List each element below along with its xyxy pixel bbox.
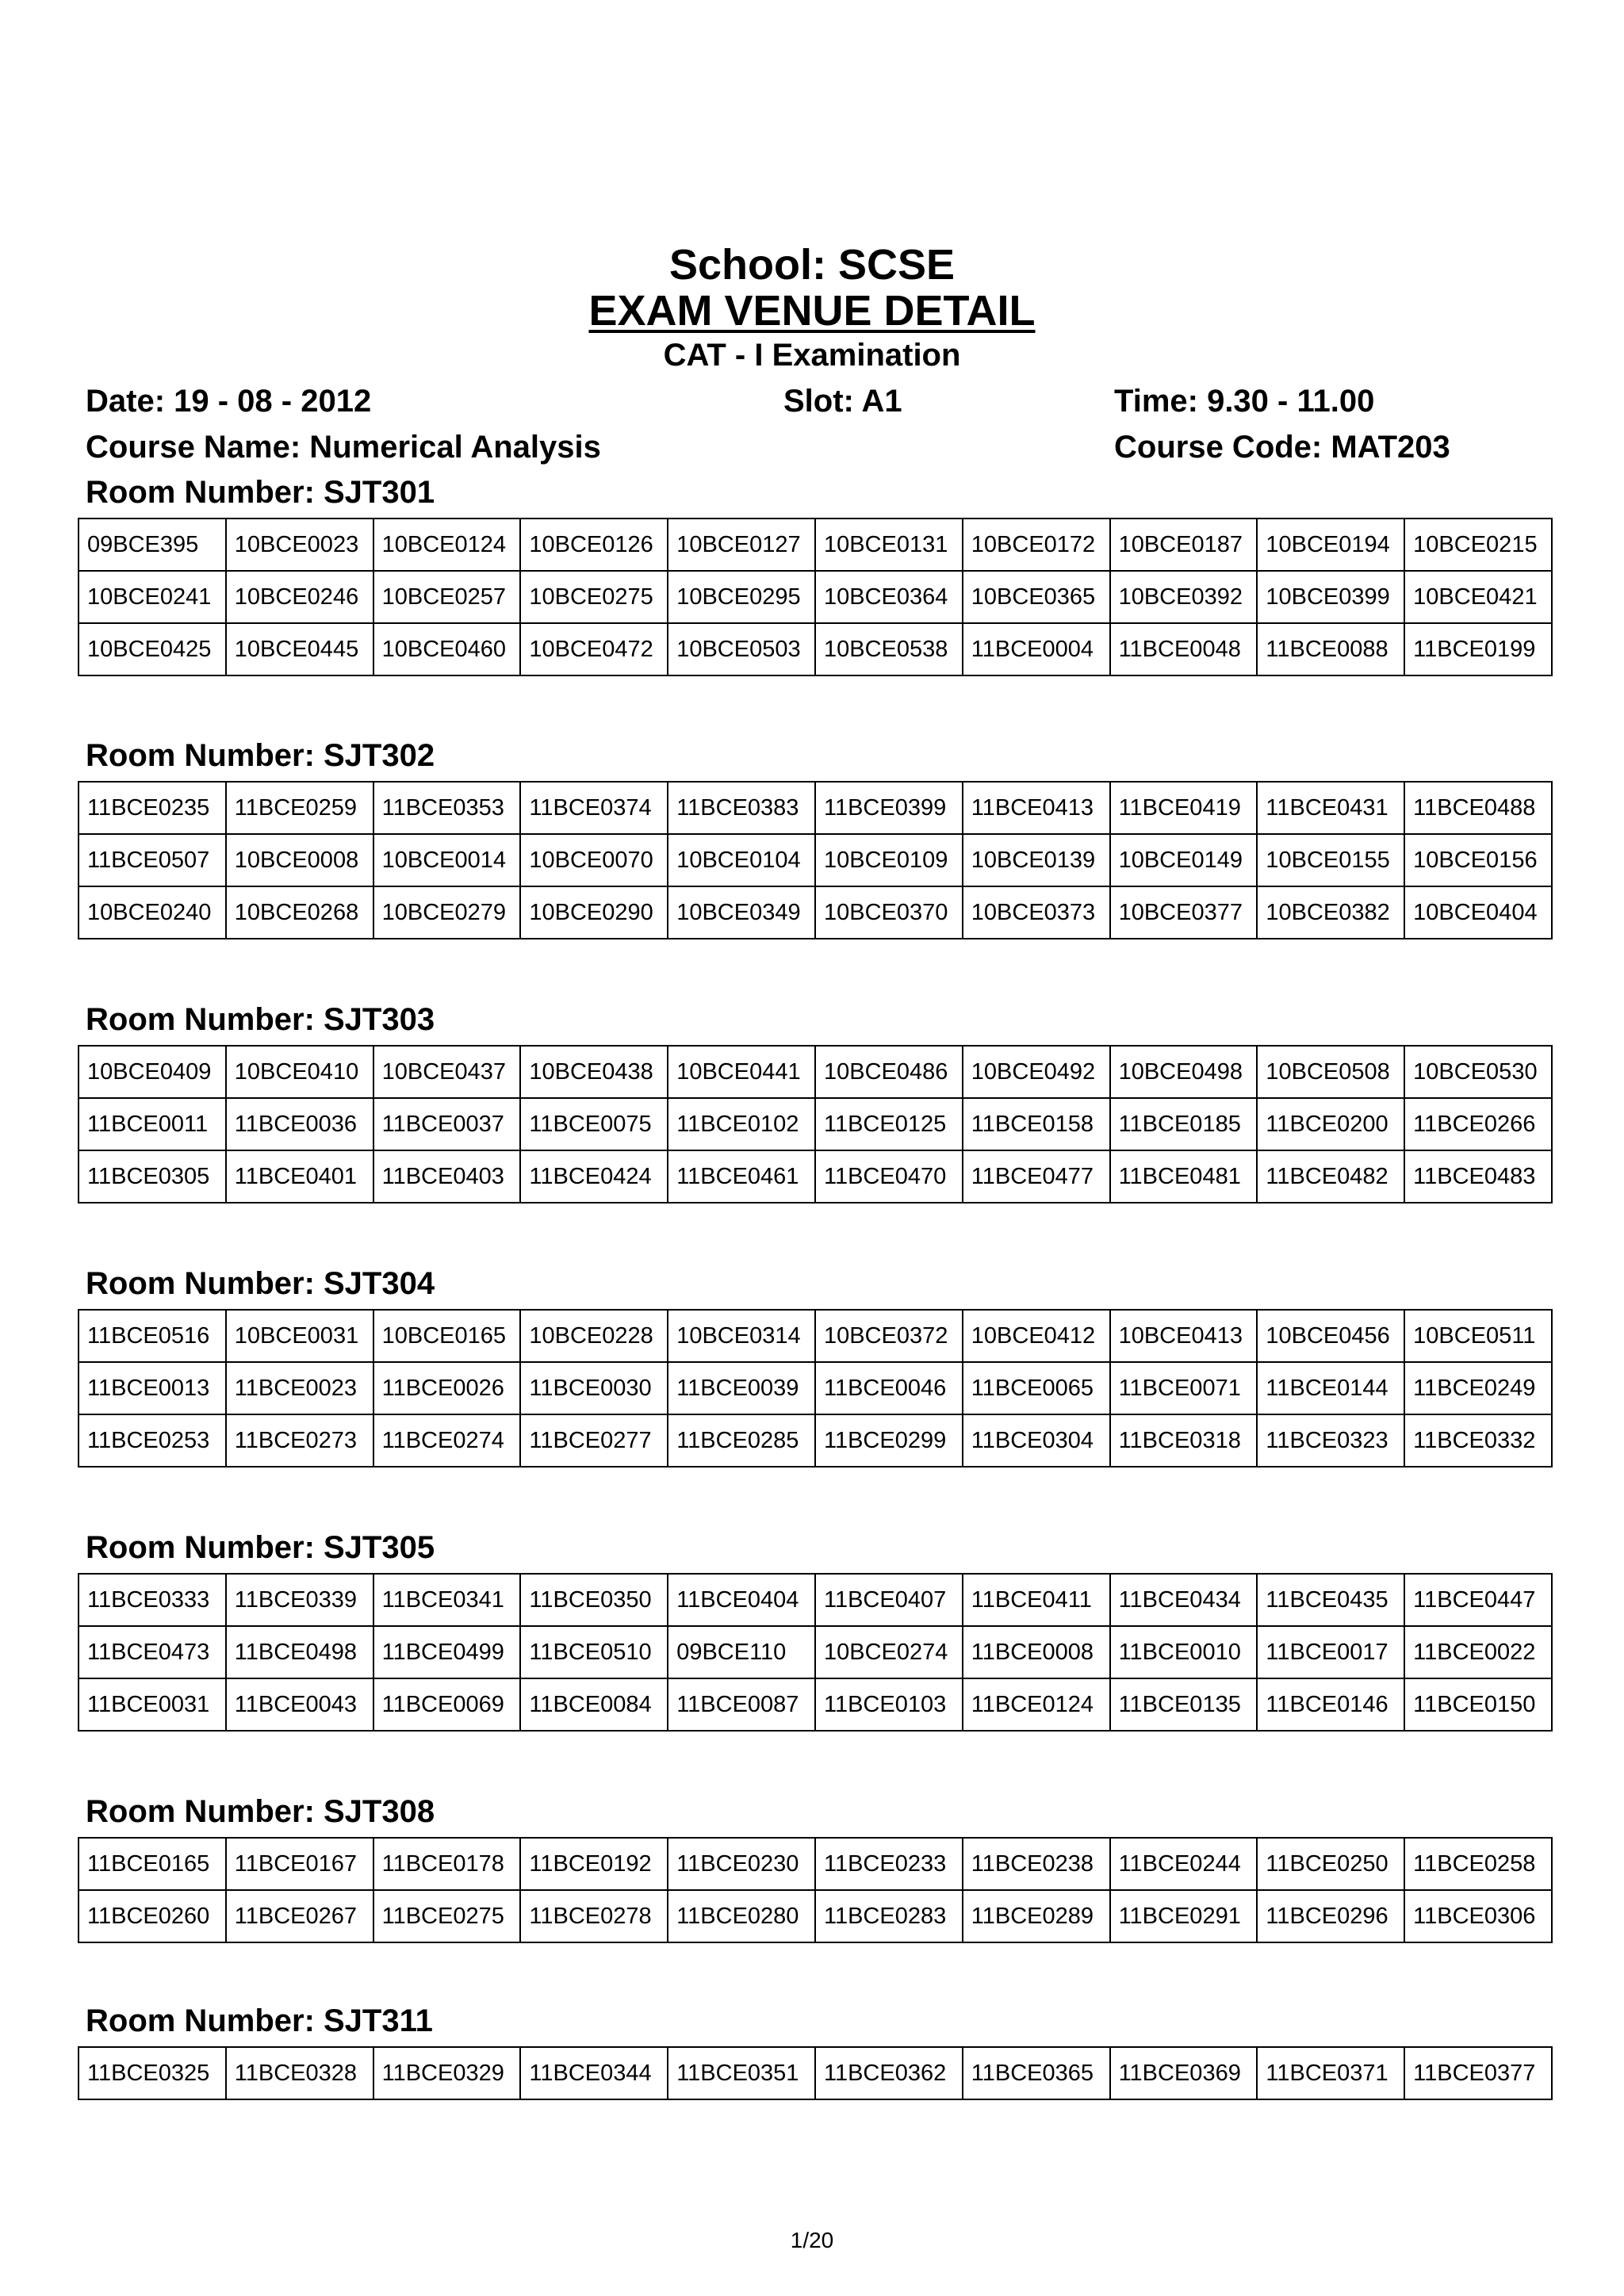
student-id-cell: 11BCE0332 <box>1404 1414 1552 1467</box>
student-id-cell: 10BCE0275 <box>520 571 668 623</box>
student-id-cell: 11BCE0266 <box>1404 1098 1552 1150</box>
student-id-table <box>78 1045 1553 1203</box>
student-id-cell: 10BCE0008 <box>226 834 373 886</box>
student-id-cell: 11BCE0084 <box>520 1678 668 1731</box>
room-section <box>78 1265 1553 1468</box>
student-id-cell: 10BCE0290 <box>520 886 668 939</box>
student-id-cell: 11BCE0482 <box>1257 1150 1404 1203</box>
student-id-cell: 11BCE0144 <box>1257 1362 1404 1414</box>
student-id-cell: 11BCE0125 <box>815 1098 963 1150</box>
student-id-cell: 10BCE0228 <box>520 1310 668 1362</box>
student-id-cell: 11BCE0369 <box>1110 2047 1258 2099</box>
student-id-cell: 10BCE0377 <box>1110 886 1258 939</box>
exam-date: Date: 19 - 08 - 2012 <box>86 384 372 419</box>
table-row <box>79 571 1552 623</box>
student-id-cell: 11BCE0280 <box>668 1890 815 1942</box>
student-id-cell: 11BCE0323 <box>1257 1414 1404 1467</box>
student-id-cell: 10BCE0538 <box>815 623 963 675</box>
student-id-cell: 11BCE0333 <box>79 1574 226 1626</box>
student-id-cell: 11BCE0185 <box>1110 1098 1258 1150</box>
student-id-cell: 10BCE0070 <box>520 834 668 886</box>
student-id-cell: 11BCE0011 <box>79 1098 226 1150</box>
student-id-cell: 11BCE0461 <box>668 1150 815 1203</box>
student-id-cell: 11BCE0296 <box>1257 1890 1404 1942</box>
table-row <box>79 1046 1552 1098</box>
student-id-cell: 10BCE0240 <box>79 886 226 939</box>
student-id-cell: 10BCE0279 <box>373 886 521 939</box>
student-id-cell: 10BCE0364 <box>815 571 963 623</box>
room-number-label: Room Number: SJT304 <box>86 1266 435 1301</box>
student-id-cell: 10BCE0373 <box>963 886 1110 939</box>
student-id-cell: 11BCE0510 <box>520 1626 668 1678</box>
student-id-cell: 11BCE0404 <box>668 1574 815 1626</box>
student-id-cell: 11BCE0424 <box>520 1150 668 1203</box>
student-id-cell: 10BCE0172 <box>963 519 1110 571</box>
exam-time: Time: 9.30 - 11.00 <box>1114 384 1375 419</box>
student-id-table <box>78 1309 1553 1468</box>
student-id-cell: 10BCE0508 <box>1257 1046 1404 1098</box>
student-id-cell: 11BCE0483 <box>1404 1150 1552 1203</box>
student-id-cell: 10BCE0441 <box>668 1046 815 1098</box>
room-section <box>78 473 1553 676</box>
student-id-cell: 09BCE110 <box>668 1626 815 1678</box>
student-id-cell: 11BCE0013 <box>79 1362 226 1414</box>
student-id-cell: 10BCE0409 <box>79 1046 226 1098</box>
student-id-cell: 11BCE0481 <box>1110 1150 1258 1203</box>
student-id-cell: 10BCE0126 <box>520 519 668 571</box>
student-id-cell: 11BCE0407 <box>815 1574 963 1626</box>
student-id-cell: 11BCE0362 <box>815 2047 963 2099</box>
student-id-cell: 09BCE395 <box>79 519 226 571</box>
student-id-cell: 11BCE0339 <box>226 1574 373 1626</box>
student-id-cell: 10BCE0104 <box>668 834 815 886</box>
student-id-table <box>78 2046 1553 2100</box>
table-row <box>79 1678 1552 1731</box>
room-section <box>78 2002 1553 2100</box>
student-id-cell: 11BCE0274 <box>373 1414 521 1467</box>
student-id-cell: 10BCE0295 <box>668 571 815 623</box>
student-id-cell: 11BCE0401 <box>226 1150 373 1203</box>
table-row <box>79 1098 1552 1150</box>
student-id-cell: 11BCE0010 <box>1110 1626 1258 1678</box>
student-id-cell: 11BCE0165 <box>79 1838 226 1890</box>
table-row <box>79 1890 1552 1942</box>
student-id-cell: 10BCE0365 <box>963 571 1110 623</box>
student-id-cell: 10BCE0131 <box>815 519 963 571</box>
student-id-cell: 11BCE0341 <box>373 1574 521 1626</box>
student-id-cell: 10BCE0124 <box>373 519 521 571</box>
student-id-cell: 11BCE0277 <box>520 1414 668 1467</box>
student-id-cell: 11BCE0328 <box>226 2047 373 2099</box>
student-id-cell: 11BCE0413 <box>963 782 1110 834</box>
student-id-cell: 11BCE0499 <box>373 1626 521 1678</box>
student-id-cell: 11BCE0088 <box>1257 623 1404 675</box>
student-id-cell: 11BCE0102 <box>668 1098 815 1150</box>
student-id-cell: 10BCE0155 <box>1257 834 1404 886</box>
student-id-cell: 11BCE0075 <box>520 1098 668 1150</box>
student-id-cell: 11BCE0470 <box>815 1150 963 1203</box>
student-id-cell: 11BCE0350 <box>520 1574 668 1626</box>
student-id-cell: 11BCE0278 <box>520 1890 668 1942</box>
student-id-cell: 10BCE0349 <box>668 886 815 939</box>
student-id-cell: 10BCE0274 <box>815 1626 963 1678</box>
student-id-cell: 10BCE0425 <box>79 623 226 675</box>
student-id-cell: 11BCE0283 <box>815 1890 963 1942</box>
student-id-cell: 11BCE0026 <box>373 1362 521 1414</box>
student-id-cell: 11BCE0325 <box>79 2047 226 2099</box>
table-row <box>79 1310 1552 1362</box>
student-id-cell: 10BCE0109 <box>815 834 963 886</box>
student-id-cell: 11BCE0318 <box>1110 1414 1258 1467</box>
student-id-cell: 11BCE0419 <box>1110 782 1258 834</box>
room-number-label: Room Number: SJT305 <box>86 1530 435 1565</box>
student-id-cell: 11BCE0022 <box>1404 1626 1552 1678</box>
student-id-cell: 11BCE0377 <box>1404 2047 1552 2099</box>
student-id-cell: 10BCE0014 <box>373 834 521 886</box>
student-id-cell: 10BCE0127 <box>668 519 815 571</box>
table-row <box>79 623 1552 675</box>
student-id-cell: 11BCE0250 <box>1257 1838 1404 1890</box>
student-id-cell: 10BCE0511 <box>1404 1310 1552 1362</box>
student-id-cell: 11BCE0383 <box>668 782 815 834</box>
student-id-cell: 11BCE0069 <box>373 1678 521 1731</box>
student-id-cell: 11BCE0004 <box>963 623 1110 675</box>
student-id-cell: 11BCE0260 <box>79 1890 226 1942</box>
student-id-cell: 11BCE0267 <box>226 1890 373 1942</box>
student-id-cell: 11BCE0434 <box>1110 1574 1258 1626</box>
student-id-cell: 11BCE0411 <box>963 1574 1110 1626</box>
student-id-cell: 11BCE0071 <box>1110 1362 1258 1414</box>
student-id-cell: 10BCE0156 <box>1404 834 1552 886</box>
student-id-cell: 10BCE0410 <box>226 1046 373 1098</box>
student-id-cell: 10BCE0472 <box>520 623 668 675</box>
student-id-cell: 11BCE0235 <box>79 782 226 834</box>
student-id-cell: 11BCE0399 <box>815 782 963 834</box>
student-id-cell: 10BCE0530 <box>1404 1046 1552 1098</box>
student-id-cell: 11BCE0046 <box>815 1362 963 1414</box>
room-section <box>78 1001 1553 1203</box>
table-row <box>79 2047 1552 2099</box>
student-id-cell: 11BCE0023 <box>226 1362 373 1414</box>
student-id-cell: 11BCE0488 <box>1404 782 1552 834</box>
student-id-cell: 10BCE0399 <box>1257 571 1404 623</box>
student-id-cell: 11BCE0291 <box>1110 1890 1258 1942</box>
student-id-cell: 10BCE0437 <box>373 1046 521 1098</box>
student-id-cell: 11BCE0275 <box>373 1890 521 1942</box>
student-id-cell: 10BCE0215 <box>1404 519 1552 571</box>
student-id-cell: 10BCE0187 <box>1110 519 1258 571</box>
table-row <box>79 519 1552 571</box>
room-number-label: Room Number: SJT308 <box>86 1794 435 1829</box>
student-id-cell: 10BCE0241 <box>79 571 226 623</box>
student-id-cell: 11BCE0516 <box>79 1310 226 1362</box>
student-id-cell: 11BCE0477 <box>963 1150 1110 1203</box>
student-id-cell: 11BCE0244 <box>1110 1838 1258 1890</box>
student-id-table <box>78 1573 1553 1732</box>
student-id-cell: 10BCE0460 <box>373 623 521 675</box>
student-id-cell: 11BCE0371 <box>1257 2047 1404 2099</box>
student-id-cell: 11BCE0158 <box>963 1098 1110 1150</box>
student-id-table <box>78 781 1553 939</box>
student-id-cell: 11BCE0447 <box>1404 1574 1552 1626</box>
table-row <box>79 886 1552 939</box>
student-id-cell: 11BCE0008 <box>963 1626 1110 1678</box>
student-id-cell: 11BCE0036 <box>226 1098 373 1150</box>
student-id-cell: 11BCE0030 <box>520 1362 668 1414</box>
student-id-table <box>78 1837 1553 1943</box>
student-id-table <box>78 518 1553 676</box>
student-id-cell: 10BCE0438 <box>520 1046 668 1098</box>
student-id-cell: 11BCE0403 <box>373 1150 521 1203</box>
student-id-cell: 11BCE0037 <box>373 1098 521 1150</box>
student-id-cell: 11BCE0351 <box>668 2047 815 2099</box>
student-id-cell: 11BCE0146 <box>1257 1678 1404 1731</box>
room-number-label: Room Number: SJT311 <box>86 2003 433 2038</box>
student-id-cell: 10BCE0246 <box>226 571 373 623</box>
student-id-cell: 10BCE0486 <box>815 1046 963 1098</box>
student-id-cell: 11BCE0087 <box>668 1678 815 1731</box>
student-id-cell: 11BCE0289 <box>963 1890 1110 1942</box>
page-number: 1/20 <box>790 2228 834 2252</box>
student-id-cell: 11BCE0238 <box>963 1838 1110 1890</box>
student-id-cell: 11BCE0043 <box>226 1678 373 1731</box>
student-id-cell: 11BCE0199 <box>1404 623 1552 675</box>
course-name: Course Name: Numerical Analysis <box>86 430 601 465</box>
room-section <box>78 1793 1553 1943</box>
student-id-cell: 11BCE0230 <box>668 1838 815 1890</box>
student-id-cell: 10BCE0194 <box>1257 519 1404 571</box>
student-id-cell: 11BCE0258 <box>1404 1838 1552 1890</box>
table-row <box>79 1626 1552 1678</box>
student-id-cell: 10BCE0412 <box>963 1310 1110 1362</box>
student-id-cell: 11BCE0249 <box>1404 1362 1552 1414</box>
student-id-cell: 11BCE0473 <box>79 1626 226 1678</box>
student-id-cell: 11BCE0365 <box>963 2047 1110 2099</box>
student-id-cell: 11BCE0135 <box>1110 1678 1258 1731</box>
school-heading: School: SCSE <box>668 241 956 289</box>
student-id-cell: 10BCE0445 <box>226 623 373 675</box>
student-id-cell: 10BCE0503 <box>668 623 815 675</box>
student-id-cell: 10BCE0382 <box>1257 886 1404 939</box>
student-id-cell: 10BCE0139 <box>963 834 1110 886</box>
student-id-cell: 10BCE0456 <box>1257 1310 1404 1362</box>
student-id-cell: 10BCE0268 <box>226 886 373 939</box>
table-row <box>79 1150 1552 1203</box>
student-id-cell: 11BCE0200 <box>1257 1098 1404 1150</box>
room-section <box>78 737 1553 939</box>
student-id-cell: 11BCE0273 <box>226 1414 373 1467</box>
student-id-cell: 11BCE0150 <box>1404 1678 1552 1731</box>
table-row <box>79 1838 1552 1890</box>
student-id-cell: 11BCE0285 <box>668 1414 815 1467</box>
student-id-cell: 11BCE0507 <box>79 834 226 886</box>
student-id-cell: 11BCE0039 <box>668 1362 815 1414</box>
student-id-cell: 10BCE0492 <box>963 1046 1110 1098</box>
student-id-cell: 10BCE0149 <box>1110 834 1258 886</box>
student-id-cell: 11BCE0374 <box>520 782 668 834</box>
student-id-cell: 11BCE0431 <box>1257 782 1404 834</box>
student-id-cell: 11BCE0306 <box>1404 1890 1552 1942</box>
student-id-cell: 11BCE0017 <box>1257 1626 1404 1678</box>
student-id-cell: 11BCE0304 <box>963 1414 1110 1467</box>
exam-name: CAT - I Examination <box>663 338 961 373</box>
room-section <box>78 1529 1553 1732</box>
student-id-cell: 11BCE0178 <box>373 1838 521 1890</box>
student-id-cell: 10BCE0372 <box>815 1310 963 1362</box>
table-row <box>79 1362 1552 1414</box>
student-id-cell: 10BCE0498 <box>1110 1046 1258 1098</box>
student-id-cell: 10BCE0392 <box>1110 571 1258 623</box>
student-id-cell: 11BCE0259 <box>226 782 373 834</box>
student-id-cell: 10BCE0421 <box>1404 571 1552 623</box>
student-id-cell: 11BCE0233 <box>815 1838 963 1890</box>
room-number-label: Room Number: SJT303 <box>86 1002 435 1037</box>
student-id-cell: 11BCE0192 <box>520 1838 668 1890</box>
student-id-cell: 10BCE0413 <box>1110 1310 1258 1362</box>
student-id-cell: 11BCE0048 <box>1110 623 1258 675</box>
room-number-label: Room Number: SJT301 <box>86 475 435 510</box>
table-row <box>79 834 1552 886</box>
room-number-label: Room Number: SJT302 <box>86 738 435 773</box>
student-id-cell: 10BCE0023 <box>226 519 373 571</box>
exam-slot: Slot: A1 <box>783 384 902 419</box>
student-id-cell: 11BCE0344 <box>520 2047 668 2099</box>
student-id-cell: 11BCE0498 <box>226 1626 373 1678</box>
student-id-cell: 10BCE0257 <box>373 571 521 623</box>
table-row <box>79 1414 1552 1467</box>
student-id-cell: 11BCE0353 <box>373 782 521 834</box>
student-id-cell: 11BCE0305 <box>79 1150 226 1203</box>
student-id-cell: 11BCE0329 <box>373 2047 521 2099</box>
student-id-cell: 10BCE0031 <box>226 1310 373 1362</box>
student-id-cell: 11BCE0299 <box>815 1414 963 1467</box>
student-id-cell: 11BCE0435 <box>1257 1574 1404 1626</box>
student-id-cell: 10BCE0404 <box>1404 886 1552 939</box>
student-id-cell: 11BCE0031 <box>79 1678 226 1731</box>
student-id-cell: 10BCE0165 <box>373 1310 521 1362</box>
table-row <box>79 782 1552 834</box>
student-id-cell: 11BCE0103 <box>815 1678 963 1731</box>
table-row <box>79 1574 1552 1626</box>
student-id-cell: 11BCE0253 <box>79 1414 226 1467</box>
course-code: Course Code: MAT203 <box>1114 430 1450 465</box>
document-title: EXAM VENUE DETAIL <box>588 287 1036 335</box>
student-id-cell: 11BCE0167 <box>226 1838 373 1890</box>
student-id-cell: 11BCE0065 <box>963 1362 1110 1414</box>
student-id-cell: 10BCE0314 <box>668 1310 815 1362</box>
student-id-cell: 11BCE0124 <box>963 1678 1110 1731</box>
document-header <box>0 242 1624 375</box>
student-id-cell: 10BCE0370 <box>815 886 963 939</box>
